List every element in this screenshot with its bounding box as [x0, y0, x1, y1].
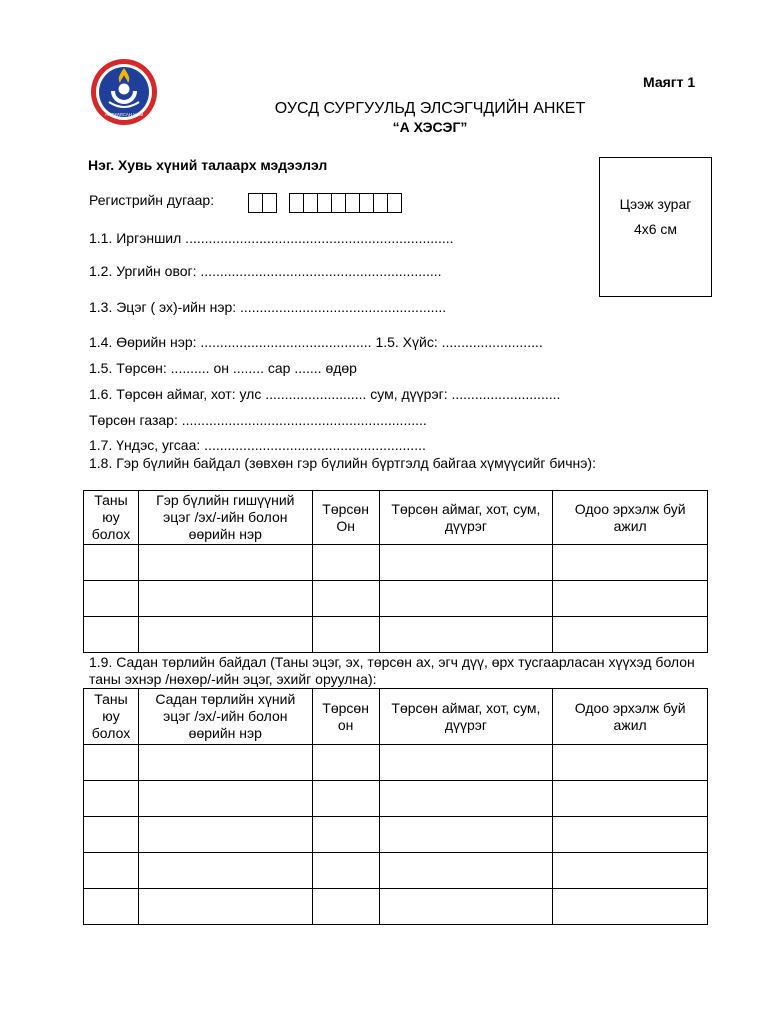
field-birth-province[interactable]: 1.6. Төрсөн аймаг, хот: улс .......................... сум, дүүрэг: ............................ [89, 386, 561, 402]
registry-label: Регистрийн дугаар: [89, 192, 215, 208]
field-clan-name[interactable]: 1.2. Ургийн овог: .............................................................. [89, 263, 442, 279]
registry-box[interactable] [303, 193, 318, 213]
col-birth-place: Төрсөн аймаг, хот, сум, дүүрэг [379, 491, 553, 545]
table-cell[interactable] [138, 853, 312, 889]
relatives-table [83, 688, 708, 925]
table-cell[interactable] [553, 817, 708, 853]
form-number: Маягт 1 [643, 74, 696, 90]
table-cell[interactable] [379, 889, 553, 925]
registry-digit-boxes[interactable] [290, 193, 402, 213]
table-cell[interactable] [84, 581, 139, 617]
table-cell[interactable] [84, 617, 139, 653]
table-row [84, 781, 708, 817]
table-cell[interactable] [379, 745, 553, 781]
table-cell[interactable] [379, 781, 553, 817]
table-cell[interactable] [84, 853, 139, 889]
table-row [84, 581, 708, 617]
photo-label: Цээж зураг [619, 196, 692, 212]
table-cell[interactable] [312, 817, 379, 853]
table-row [84, 817, 708, 853]
table-cell[interactable] [553, 745, 708, 781]
table-cell[interactable] [553, 853, 708, 889]
table-header-row [84, 689, 708, 745]
col-member-name: Гэр бүлийн гишүүний эцэг /эх/-ийн болон өөрийн нэр [138, 491, 312, 545]
table-cell[interactable] [84, 745, 139, 781]
table-cell[interactable] [379, 617, 553, 653]
table-header-row [84, 491, 708, 545]
table-cell[interactable] [312, 853, 379, 889]
field-birthplace[interactable]: Төрсөн газар: ............................................................... [89, 412, 427, 428]
table-cell[interactable] [138, 745, 312, 781]
col-relation: Таны юу болох [84, 689, 139, 745]
photo-size: 4х6 см [633, 221, 678, 237]
registry-box[interactable] [345, 193, 360, 213]
table-cell[interactable] [312, 617, 379, 653]
table-cell[interactable] [553, 581, 708, 617]
col-relation: Таны юу болох [84, 491, 139, 545]
registry-letter-boxes[interactable] [249, 193, 277, 213]
table-cell[interactable] [379, 853, 553, 889]
col-relative-name: Садан төрлийн хүний эцэг /эх/-ийн болон өөрийн нэр [138, 689, 312, 745]
form-title: ОУСД СУРГУУЛЬД ЭЛСЭГЧДИЙН АНКЕТ [274, 100, 586, 117]
table-cell[interactable] [84, 545, 139, 581]
table-cell[interactable] [138, 781, 312, 817]
form-subtitle: “А ХЭСЭГ” [392, 119, 468, 135]
table-cell[interactable] [553, 889, 708, 925]
registry-box[interactable] [331, 193, 346, 213]
col-birth-year: Төрсөн Он [312, 491, 379, 545]
family-status-label: 1.8. Гэр бүлийн байдал (зөвхөн гэр бүлийн бүртгэлд байгаа хүмүүсийг бичнэ): [89, 455, 596, 471]
col-occupation: Одоо эрхэлж буй ажил [553, 491, 708, 545]
table-cell[interactable] [84, 889, 139, 925]
col-birth-place: Төрсөн аймаг, хот, сум, дүүрэг [379, 689, 553, 745]
registry-box[interactable] [289, 193, 304, 213]
table-cell[interactable] [84, 781, 139, 817]
table-row [84, 545, 708, 581]
field-citizenship[interactable]: 1.1. Иргэншил ..................................................................... [89, 230, 454, 246]
table-cell[interactable] [312, 889, 379, 925]
table-row [84, 745, 708, 781]
family-table [83, 490, 708, 653]
table-cell[interactable] [553, 617, 708, 653]
table-cell[interactable] [84, 817, 139, 853]
table-cell[interactable] [553, 781, 708, 817]
table-row [84, 853, 708, 889]
registry-box[interactable] [387, 193, 402, 213]
table-cell[interactable] [138, 817, 312, 853]
table-cell[interactable] [312, 581, 379, 617]
registry-box[interactable] [248, 193, 263, 213]
col-birth-year: Төрсөн он [312, 689, 379, 745]
section-heading: Нэг. Хувь хүний талаарх мэдээлэл [88, 157, 328, 173]
table-cell[interactable] [379, 581, 553, 617]
registry-box[interactable] [373, 193, 388, 213]
table-cell[interactable] [379, 545, 553, 581]
table-row [84, 889, 708, 925]
table-cell[interactable] [379, 817, 553, 853]
table-cell[interactable] [138, 617, 312, 653]
table-cell[interactable] [138, 581, 312, 617]
field-parent-name[interactable]: 1.3. Эцэг ( эх)-ийн нэр: ..................................................... [89, 299, 447, 315]
table-cell[interactable] [312, 545, 379, 581]
table-row [84, 617, 708, 653]
logo-text: АРДЧИЛСАН НАМ [104, 112, 144, 117]
relatives-status-label: 1.9. Садан төрлийн байдал (Таны эцэг, эх, төрсөн ах, эгч дүү, өрх тусгаарласан хүүхэд болон таны эхнэр /нөхөр/-ийн эцэг, эхийг оруулна): [89, 654, 695, 687]
table-cell[interactable] [312, 781, 379, 817]
col-occupation: Одоо эрхэлж буй ажил [553, 689, 708, 745]
table-cell[interactable] [553, 545, 708, 581]
field-birth-date[interactable]: 1.5. Төрсөн: .......... он ........ сар ....... өдөр [89, 360, 357, 376]
table-cell[interactable] [312, 745, 379, 781]
table-cell[interactable] [138, 889, 312, 925]
field-ethnicity[interactable]: 1.7. Үндэс, угсаа: ......................................................... [89, 437, 426, 453]
table-cell[interactable] [138, 545, 312, 581]
registry-box[interactable] [359, 193, 374, 213]
photo-box[interactable] [599, 157, 712, 297]
registry-box[interactable] [317, 193, 332, 213]
field-own-name-gender[interactable]: 1.4. Өөрийн нэр: ............................................ 1.5. Хүйс: .......................... [89, 334, 543, 350]
registry-box[interactable] [262, 193, 277, 213]
